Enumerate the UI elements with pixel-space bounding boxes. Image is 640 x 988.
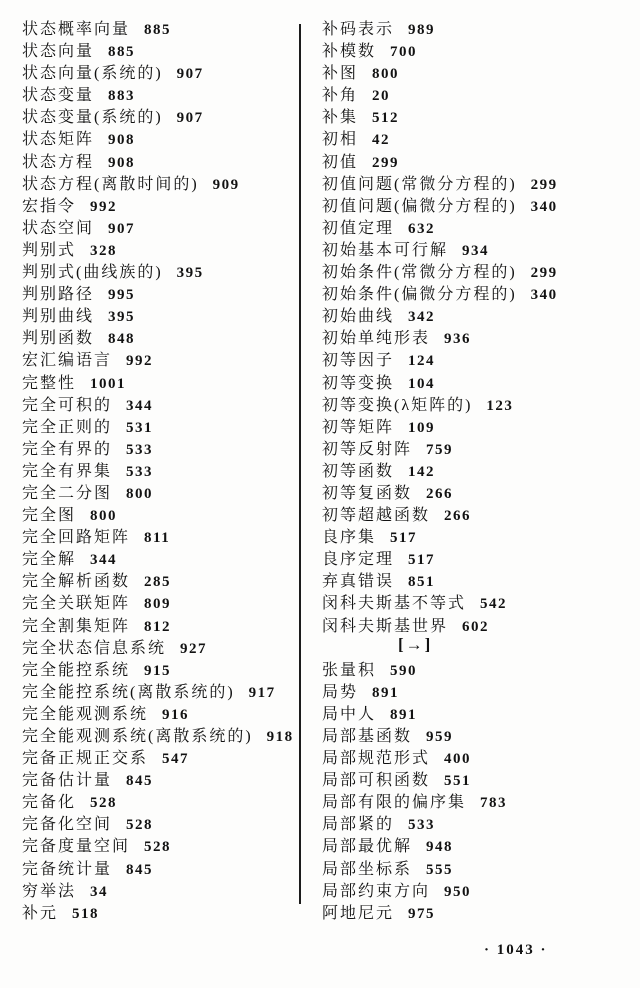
entry-page-ref: 285 xyxy=(144,574,172,591)
entry-term: 完全割集矩阵 xyxy=(22,617,131,635)
entry-page-ref: 328 xyxy=(90,242,118,259)
entry-page-ref: 800 xyxy=(372,66,400,83)
entry-term: 补元 xyxy=(22,904,59,922)
entry-page-ref: 992 xyxy=(126,353,154,370)
entry-page-ref: 916 xyxy=(162,706,190,723)
entry-page-ref: 936 xyxy=(444,331,472,348)
index-entry xyxy=(322,392,634,414)
entry-page-ref: 1001 xyxy=(90,375,127,392)
entry-term: 初值问题(常微分方程的) xyxy=(322,175,517,193)
entry-term: 状态空间 xyxy=(22,219,95,237)
entry-term: 完全能观测系统(离散系统的) xyxy=(22,728,253,745)
entry-term: 初等因子 xyxy=(322,352,395,370)
index-entry xyxy=(322,679,634,701)
entry-term: 补码表示 xyxy=(322,21,395,38)
index-entry xyxy=(22,458,298,480)
index-entry xyxy=(322,126,634,148)
entry-page-ref: 533 xyxy=(126,463,154,480)
entry-term: 状态变量(系统的) xyxy=(22,109,163,127)
entry-page-ref: 845 xyxy=(126,773,154,790)
entry-page-ref: 395 xyxy=(176,265,204,282)
entry-term: 状态变量 xyxy=(22,87,95,105)
entry-page-ref: 950 xyxy=(444,883,472,900)
index-entry xyxy=(22,16,298,38)
entry-page-ref: 531 xyxy=(126,419,154,436)
entry-page-ref: 811 xyxy=(144,530,171,547)
entry-page-ref: 342 xyxy=(408,309,436,326)
entry-page-ref: 918 xyxy=(266,729,294,745)
index-entry xyxy=(22,82,298,104)
index-entry xyxy=(322,215,634,237)
entry-term: 初始曲线 xyxy=(322,308,395,326)
entry-term: 局部紧的 xyxy=(322,816,395,834)
entry-term: 补集 xyxy=(322,109,359,127)
index-entry xyxy=(322,723,634,745)
entry-term: 完全解析函数 xyxy=(22,573,131,591)
index-entry xyxy=(22,171,298,193)
index-entry xyxy=(22,635,298,657)
entry-term: 初等变换(λ矩阵的) xyxy=(322,396,473,414)
entry-page-ref: 542 xyxy=(480,596,508,613)
entry-page-ref: 299 xyxy=(372,154,400,171)
entry-page-ref: 517 xyxy=(408,552,436,569)
entry-term: 局部可积函数 xyxy=(322,772,431,790)
entry-term: 宏指令 xyxy=(22,197,77,215)
entry-page-ref: 518 xyxy=(72,905,100,922)
entry-term: 初等反射阵 xyxy=(322,440,413,458)
entry-page-ref: 995 xyxy=(108,287,136,304)
index-entry xyxy=(22,811,298,833)
index-entry xyxy=(322,502,634,524)
index-entry xyxy=(322,16,634,38)
index-entry xyxy=(22,104,298,126)
entry-term: 状态向量 xyxy=(22,43,95,61)
entry-page-ref: 528 xyxy=(90,795,118,812)
entry-term: 张量积 xyxy=(322,661,377,679)
index-entry xyxy=(322,480,634,502)
entry-page-ref: 124 xyxy=(408,353,436,370)
left-column xyxy=(22,16,298,922)
entry-term: 完备估计量 xyxy=(22,772,113,790)
index-entry xyxy=(22,303,298,325)
entry-page-ref: 632 xyxy=(408,220,436,237)
entry-page-ref: 400 xyxy=(444,751,472,768)
entry-page-ref: 42 xyxy=(372,132,391,149)
entry-page-ref: 528 xyxy=(126,817,154,834)
entry-page-ref: 344 xyxy=(90,552,118,569)
index-entry xyxy=(22,590,298,612)
entry-page-ref: 989 xyxy=(408,22,436,38)
index-entry xyxy=(322,347,634,369)
entry-term: 穷举法 xyxy=(22,882,77,900)
index-entry xyxy=(22,414,298,436)
entry-term: 完全可积的 xyxy=(22,396,113,414)
entry-term: 良序定理 xyxy=(322,551,395,569)
entry-page-ref: 959 xyxy=(426,729,454,745)
entry-term: 良序集 xyxy=(322,529,377,547)
entry-page-ref: 602 xyxy=(462,618,490,635)
entry-term: 初相 xyxy=(322,131,359,149)
entry-term: 补角 xyxy=(322,87,359,105)
index-entry xyxy=(322,789,634,811)
index-entry xyxy=(22,392,298,414)
index-entry xyxy=(322,590,634,612)
index-entry xyxy=(22,193,298,215)
entry-term: 完全有界的 xyxy=(22,440,113,458)
entry-page-ref: 551 xyxy=(444,773,472,790)
index-entry xyxy=(22,259,298,281)
column-divider-rule xyxy=(299,24,301,904)
entry-term: 初等变换 xyxy=(322,374,395,392)
entry-term: 完全有界集 xyxy=(22,462,113,480)
entry-term: 完全正则的 xyxy=(22,418,113,436)
index-entry xyxy=(22,701,298,723)
entry-page-ref: 20 xyxy=(372,88,391,105)
index-entry xyxy=(322,900,634,922)
entry-term: 初等矩阵 xyxy=(322,418,395,436)
entry-page-ref: 891 xyxy=(372,684,400,701)
entry-page-ref: 123 xyxy=(486,397,514,414)
entry-term: 局部坐标系 xyxy=(322,860,413,878)
entry-page-ref: 340 xyxy=(530,198,558,215)
index-entry xyxy=(22,745,298,767)
entry-term: 宏汇编语言 xyxy=(22,352,113,370)
entry-term: 状态方程 xyxy=(22,153,95,171)
entry-page-ref: 700 xyxy=(390,44,418,61)
entry-page-ref: 908 xyxy=(108,154,136,171)
entry-page-ref: 883 xyxy=(108,88,136,105)
entry-term: 完备正规正交系 xyxy=(22,750,149,768)
entry-page-ref: 907 xyxy=(176,110,204,127)
entry-page-ref: 845 xyxy=(126,861,154,878)
index-entry xyxy=(322,613,634,635)
entry-page-ref: 908 xyxy=(108,132,136,149)
entry-term: 局中人 xyxy=(322,705,377,723)
index-entry xyxy=(322,281,634,303)
entry-page-ref: 975 xyxy=(408,905,436,922)
entry-term: 补图 xyxy=(322,65,359,83)
entry-term: 完备度量空间 xyxy=(22,838,131,856)
index-entry xyxy=(22,878,298,900)
entry-term: 阿地尼元 xyxy=(322,904,395,922)
index-entry xyxy=(322,193,634,215)
entry-page-ref: 528 xyxy=(144,839,172,856)
entry-term: 完全二分图 xyxy=(22,484,113,502)
section-separator xyxy=(322,635,634,657)
entry-term: 完备统计量 xyxy=(22,860,113,878)
index-entry xyxy=(22,60,298,82)
entry-page-ref: 927 xyxy=(180,640,208,657)
entry-page-ref: 800 xyxy=(126,485,154,502)
index-entry xyxy=(322,171,634,193)
entry-page-ref: 299 xyxy=(530,265,558,282)
index-entry xyxy=(22,568,298,590)
entry-term: 初等复函数 xyxy=(322,484,413,502)
entry-term: 状态向量(系统的) xyxy=(22,65,163,83)
page-number: · 1043 · xyxy=(484,942,548,958)
index-entry xyxy=(22,723,298,745)
entry-term: 完全能控系统(离散系统的) xyxy=(22,683,235,701)
entry-page-ref: 34 xyxy=(90,883,109,900)
entry-page-ref: 555 xyxy=(426,861,454,878)
entry-term: 判别式 xyxy=(22,241,77,259)
entry-term: 判别曲线 xyxy=(22,308,95,326)
entry-page-ref: 299 xyxy=(530,176,558,193)
index-entry xyxy=(322,546,634,568)
index-entry xyxy=(22,237,298,259)
index-entry xyxy=(322,524,634,546)
index-entry xyxy=(322,811,634,833)
entry-page-ref: 848 xyxy=(108,331,136,348)
entry-term: 闵科夫斯基世界 xyxy=(322,617,449,635)
index-entry xyxy=(22,767,298,789)
index-entry xyxy=(322,237,634,259)
index-entry xyxy=(22,657,298,679)
entry-term: 完全解 xyxy=(22,551,77,569)
index-entry xyxy=(322,568,634,590)
index-entry xyxy=(322,856,634,878)
entry-term: 局部有限的偏序集 xyxy=(322,794,467,812)
entry-page-ref: 917 xyxy=(248,684,276,701)
entry-page-ref: 812 xyxy=(144,618,172,635)
index-entry xyxy=(22,149,298,171)
entry-page-ref: 340 xyxy=(530,287,558,304)
index-entry xyxy=(322,701,634,723)
entry-page-ref: 517 xyxy=(390,530,418,547)
entry-page-ref: 891 xyxy=(390,706,418,723)
entry-page-ref: 783 xyxy=(480,795,508,812)
entry-term: 判别式(曲线族的) xyxy=(22,264,163,282)
entry-term: 局部基函数 xyxy=(322,728,413,745)
entry-page-ref: 934 xyxy=(462,242,490,259)
index-entry xyxy=(22,524,298,546)
entry-page-ref: 800 xyxy=(90,508,118,525)
entry-page-ref: 809 xyxy=(144,596,172,613)
index-entry xyxy=(322,657,634,679)
entry-term: 局部约束方向 xyxy=(322,882,431,900)
index-entry xyxy=(322,149,634,171)
index-entry xyxy=(322,745,634,767)
index-entry xyxy=(322,82,634,104)
entry-term: 局势 xyxy=(322,683,359,701)
index-entry xyxy=(22,370,298,392)
index-entry xyxy=(22,789,298,811)
index-entry xyxy=(322,60,634,82)
entry-page-ref: 590 xyxy=(390,662,418,679)
index-entry xyxy=(22,679,298,701)
entry-page-ref: 104 xyxy=(408,375,436,392)
entry-page-ref: 915 xyxy=(144,662,172,679)
right-column-top-section xyxy=(322,16,634,635)
entry-term: 判别路径 xyxy=(22,286,95,304)
entry-term: 状态概率向量 xyxy=(22,21,131,38)
entry-term: 局部最优解 xyxy=(322,838,413,856)
index-entry xyxy=(322,38,634,60)
index-entry xyxy=(22,436,298,458)
index-entry xyxy=(22,38,298,60)
index-entry xyxy=(322,436,634,458)
entry-page-ref: 512 xyxy=(372,110,400,127)
entry-page-ref: 907 xyxy=(176,66,204,83)
entry-term: 完整性 xyxy=(22,374,77,392)
entry-page-ref: 909 xyxy=(212,176,240,193)
entry-term: 初值 xyxy=(322,153,359,171)
entry-page-ref: 885 xyxy=(108,44,136,61)
entry-page-ref: 533 xyxy=(408,817,436,834)
index-entry xyxy=(22,126,298,148)
right-column xyxy=(322,16,634,922)
entry-term: 完全状态信息系统 xyxy=(22,639,167,657)
right-column-bottom-section xyxy=(322,657,634,922)
index-entry xyxy=(322,833,634,855)
entry-term: 完全能观测系统 xyxy=(22,705,149,723)
entry-term: 初始条件(偏微分方程的) xyxy=(322,286,517,304)
index-entry xyxy=(22,480,298,502)
entry-term: 完备化 xyxy=(22,794,77,812)
entry-page-ref: 907 xyxy=(108,220,136,237)
entry-term: 完备化空间 xyxy=(22,816,113,834)
entry-term: 完全回路矩阵 xyxy=(22,529,131,547)
entry-term: 初等超越函数 xyxy=(322,507,431,525)
entry-term: 局部规范形式 xyxy=(322,750,431,768)
entry-term: 初始单纯形表 xyxy=(322,330,431,348)
index-entry xyxy=(22,833,298,855)
index-entry xyxy=(22,325,298,347)
entry-page-ref: 547 xyxy=(162,751,190,768)
entry-page-ref: 266 xyxy=(426,485,454,502)
entry-term: 初值问题(偏微分方程的) xyxy=(322,197,517,215)
index-entry xyxy=(22,546,298,568)
entry-page-ref: 344 xyxy=(126,397,154,414)
section-separator-label: [→] xyxy=(398,634,433,654)
entry-page-ref: 142 xyxy=(408,463,436,480)
index-entry xyxy=(322,878,634,900)
index-entry xyxy=(22,613,298,635)
entry-term: 初始基本可行解 xyxy=(322,241,449,259)
entry-term: 补模数 xyxy=(322,43,377,61)
entry-term: 状态矩阵 xyxy=(22,131,95,149)
entry-term: 完全关联矩阵 xyxy=(22,595,131,613)
index-entry xyxy=(22,900,298,922)
entry-term: 完全图 xyxy=(22,507,77,525)
index-entry xyxy=(322,414,634,436)
entry-page-ref: 948 xyxy=(426,839,454,856)
entry-term: 完全能控系统 xyxy=(22,661,131,679)
index-entry xyxy=(322,303,634,325)
entry-term: 初始条件(常微分方程的) xyxy=(322,264,517,282)
entry-page-ref: 533 xyxy=(126,441,154,458)
index-entry xyxy=(322,370,634,392)
entry-term: 判别函数 xyxy=(22,330,95,348)
entry-term: 弃真错误 xyxy=(322,573,395,591)
index-entry xyxy=(322,259,634,281)
entry-term: 状态方程(离散时间的) xyxy=(22,175,199,193)
index-entry xyxy=(322,458,634,480)
entry-page-ref: 851 xyxy=(408,574,436,591)
index-entry xyxy=(322,104,634,126)
index-entry xyxy=(322,325,634,347)
entry-page-ref: 992 xyxy=(90,198,118,215)
index-entry xyxy=(22,856,298,878)
index-entry xyxy=(22,502,298,524)
entry-term: 初等函数 xyxy=(322,462,395,480)
index-entry xyxy=(22,347,298,369)
index-entry xyxy=(22,215,298,237)
entry-page-ref: 885 xyxy=(144,22,172,38)
entry-page-ref: 266 xyxy=(444,508,472,525)
entry-term: 闵科夫斯基不等式 xyxy=(322,595,467,613)
entry-page-ref: 109 xyxy=(408,419,436,436)
entry-term: 初值定理 xyxy=(322,219,395,237)
entry-page-ref: 395 xyxy=(108,309,136,326)
entry-page-ref: 759 xyxy=(426,441,454,458)
index-entry xyxy=(322,767,634,789)
index-entry xyxy=(22,281,298,303)
